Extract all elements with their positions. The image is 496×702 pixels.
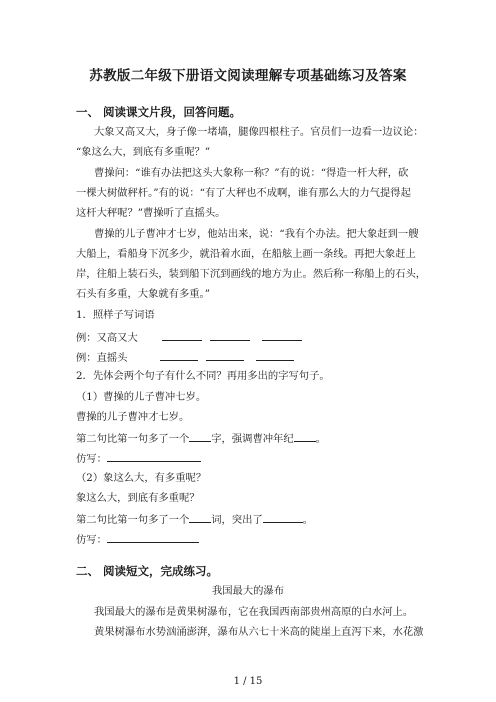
question-2-sentence-1: （1）曹操的儿子曹冲七岁。 — [76, 391, 207, 403]
answer-blank[interactable] — [107, 450, 201, 462]
imitation-label: 仿写： — [76, 453, 107, 465]
paragraph-2-line-2: 一棵大树做秤杆。”有的说：“有了大秤也不成啊，谁有那么大的力气提得起 — [76, 187, 411, 199]
question-1-example-1 — [76, 329, 424, 345]
section-1-heading: 一、 阅读课文片段，回答问题。 — [76, 105, 242, 119]
imitation-1 — [76, 450, 424, 466]
answer-blank[interactable] — [189, 511, 211, 523]
paragraph-3-line-2: 大船上，看船身下沉多少，就沿着水面，在船舷上画一条线。再把大象赶上 — [76, 248, 416, 260]
answer-blank[interactable] — [256, 349, 294, 361]
question-2: 2．先体会两个句子有什么不同？再用多出的字写句子。 — [76, 370, 330, 382]
answer-blank[interactable] — [294, 430, 316, 442]
paragraph-1-line-1: 大象又高又大，身子像一堵墙，腿像四根柱子。官员们一边看一边议论： — [94, 126, 424, 138]
section-2-heading: 二、 阅读短文，完成练习。 — [76, 564, 219, 578]
question-2-sentence-2: 曹操的儿子曹冲才七岁。 — [76, 411, 190, 423]
fill-text: 字，强调曹冲年纪 — [211, 433, 294, 445]
paragraph-1-line-2: “象这么大，到底有多重呢？” — [76, 146, 211, 158]
paragraph-2-line-3: 这杆大秤呢？”曹操听了直摇头。 — [76, 207, 226, 219]
passage-line-2: 黄果树瀑布水势汹涌澎湃，瀑布从六七十米高的陡崖上直泻下来，水花激 — [94, 626, 424, 638]
answer-blank[interactable] — [162, 329, 202, 341]
question-2-fill-2 — [76, 511, 424, 527]
fill-text: 第二句比第一句多了一个 — [76, 433, 190, 445]
answer-blank[interactable] — [107, 531, 199, 543]
imitation-2 — [76, 531, 424, 547]
imitation-label: 仿写： — [76, 534, 107, 546]
question-1: 1．照样子写词语 — [76, 309, 155, 321]
paragraph-3-line-4: 石头有多重，大象就有多重。” — [76, 288, 210, 300]
answer-blank[interactable] — [210, 329, 250, 341]
fill-text: 。 — [315, 433, 326, 445]
question-2-sentence-4: 象这么大，到底有多重呢？ — [76, 492, 200, 504]
document-title: 苏教版二年级下册语文阅读理解专项基础练习及答案 — [89, 68, 407, 84]
answer-blank[interactable] — [206, 349, 244, 361]
page-number: 1 / 15 — [233, 676, 263, 687]
answer-blank[interactable] — [262, 329, 302, 341]
answer-blank[interactable] — [189, 430, 211, 442]
passage-title: 我国最大的瀑布 — [211, 585, 285, 597]
passage-line-1: 我国最大的瀑布是黄果树瀑布，它在我国西南部贵州高原的白水河上。 — [94, 606, 414, 618]
fill-text: 词，突出了 — [211, 514, 263, 526]
answer-blank[interactable] — [263, 511, 303, 523]
paragraph-3-line-1: 曹操的儿子曹冲才七岁，他站出来，说：“我有个办法。把大象赶到一艘 — [94, 228, 419, 240]
answer-blank[interactable] — [160, 349, 198, 361]
fill-text: 。 — [302, 514, 314, 526]
fill-text: 第二句比第一句多了一个 — [76, 514, 190, 526]
question-1-example-2 — [76, 349, 424, 365]
paragraph-3-line-3: 岸，往船上装石头，装到船下沉到画线的地方为止。然后称一称船上的石头， — [76, 268, 427, 280]
question-2-sentence-3: （2）象这么大，有多重呢？ — [76, 472, 207, 484]
question-2-fill-1 — [76, 430, 424, 446]
example-2-label: 例：直摇头 — [76, 352, 128, 364]
paragraph-2-line-1: 曹操问：“谁有办法把这头大象称一称？”有的说：“得造一杆大秤，砍 — [94, 167, 409, 179]
example-1-label: 例：又高又大 — [76, 332, 138, 344]
